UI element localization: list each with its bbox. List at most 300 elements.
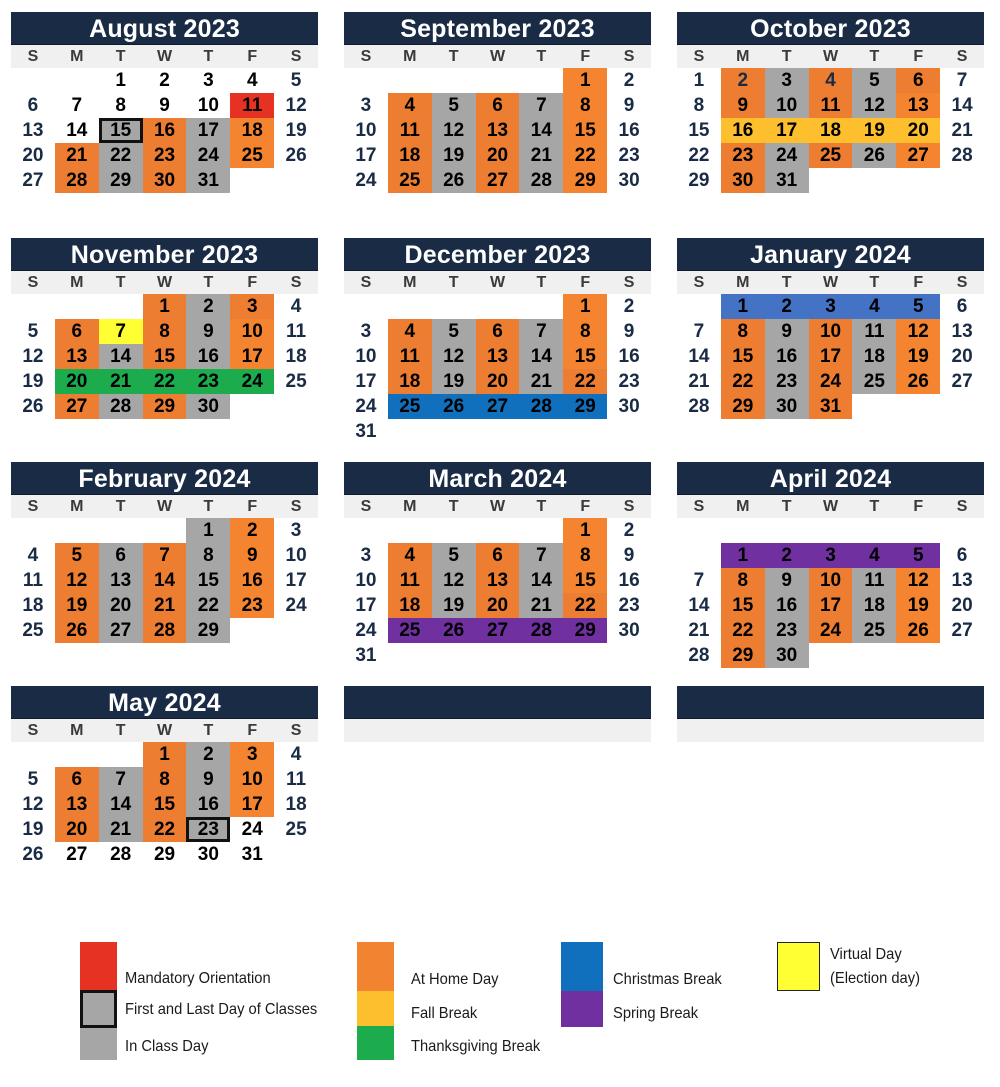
day-cell: 6	[956, 545, 968, 566]
day-cell: 17	[809, 344, 853, 369]
day-cell: 19	[852, 118, 896, 143]
day-cell: 23	[618, 371, 640, 392]
month-panel	[344, 686, 651, 742]
day-cell: 24	[355, 396, 377, 417]
week-row	[344, 394, 651, 419]
empty-cell	[940, 168, 984, 193]
day-cell: 16	[618, 120, 640, 141]
day-cell: 11	[286, 769, 307, 790]
day-cell: 3	[809, 294, 853, 319]
day-cell: 1	[563, 294, 607, 319]
week-row	[11, 767, 318, 792]
day-cell: 14	[688, 346, 710, 367]
legend-label-first-last-day: First and Last Day of Classes	[125, 1001, 318, 1018]
day-cell: 23	[765, 369, 809, 394]
day-cell: 14	[519, 344, 563, 369]
day-cell: 26	[22, 844, 44, 865]
legend-swatch-mandatory-orientation	[80, 942, 117, 990]
day-cell: 28	[55, 168, 99, 193]
legend-swatch-in-class-day	[80, 1028, 117, 1060]
empty-cell	[432, 294, 476, 319]
weekday-header-row	[11, 271, 318, 294]
day-cell: 31	[186, 168, 230, 193]
weekday-header: S	[623, 498, 635, 515]
day-cell: 10	[285, 545, 307, 566]
day-cell: 9	[623, 321, 635, 342]
day-cell: 18	[852, 593, 896, 618]
week-row	[677, 369, 984, 394]
week-row	[677, 593, 984, 618]
day-cell: 1	[115, 70, 126, 91]
week-row	[11, 118, 318, 143]
day-cell: 4	[852, 294, 896, 319]
day-cell: 2	[623, 70, 635, 91]
legend	[0, 940, 1000, 1070]
day-cell: 25	[852, 369, 896, 394]
month-panel	[677, 12, 984, 193]
day-cell: 28	[688, 396, 710, 417]
empty-cell	[388, 294, 432, 319]
day-cell: 12	[896, 319, 940, 344]
week-row	[344, 294, 651, 319]
weekday-header: S	[623, 274, 635, 291]
weekday-header: M	[736, 274, 750, 291]
week-row	[344, 143, 651, 168]
week-row	[677, 294, 984, 319]
day-cell: 12	[55, 568, 99, 593]
day-cell: 30	[765, 643, 809, 668]
week-row	[344, 319, 651, 344]
day-cell: 2	[159, 70, 170, 91]
empty-cell	[476, 518, 520, 543]
weekday-header: S	[290, 274, 302, 291]
day-cell: 28	[688, 645, 710, 666]
weekday-header-row	[677, 271, 984, 294]
day-cell: 26	[22, 396, 44, 417]
day-cell: 4	[290, 296, 302, 317]
weekday-header: S	[693, 498, 705, 515]
weekday-header: T	[536, 498, 547, 515]
month-title: February 2024	[11, 462, 318, 495]
weekday-header: F	[913, 274, 924, 291]
empty-cell	[230, 168, 274, 193]
day-cell: 6	[476, 319, 520, 344]
day-cell: 31	[355, 421, 377, 442]
day-cell: 8	[721, 568, 765, 593]
day-cell: 10	[230, 767, 274, 792]
day-cell: 24	[285, 595, 307, 616]
day-grid	[11, 518, 318, 643]
day-cell: 15	[721, 344, 765, 369]
day-cell: 29	[721, 394, 765, 419]
weekday-header: F	[247, 498, 258, 515]
empty-cell	[55, 518, 99, 543]
day-cell: 2	[765, 543, 809, 568]
weekday-header-row	[11, 45, 318, 68]
day-cell: 5	[896, 543, 940, 568]
weekday-header: M	[403, 498, 417, 515]
legend-label-thanksgiving-break: Thanksgiving Break	[411, 1038, 541, 1055]
day-cell: 9	[721, 93, 765, 118]
day-cell: 23	[721, 143, 765, 168]
day-cell: 4	[27, 545, 39, 566]
day-cell: 12	[896, 568, 940, 593]
day-cell: 22	[186, 593, 230, 618]
day-cell: 29	[688, 170, 710, 191]
day-cell: 31	[809, 394, 853, 419]
empty-cell	[230, 618, 274, 643]
weekday-header: F	[580, 498, 591, 515]
day-cell: 2	[765, 294, 809, 319]
week-row	[11, 344, 318, 369]
day-cell: 1	[721, 543, 765, 568]
day-cell: 14	[519, 568, 563, 593]
weekday-header: F	[913, 498, 924, 515]
weekday-header: T	[781, 498, 792, 515]
day-cell: 2	[230, 518, 274, 543]
day-cell: 17	[355, 595, 377, 616]
weekday-header: S	[956, 48, 968, 65]
day-cell: 22	[143, 817, 187, 842]
legend-label-virtual-day: Virtual Day	[830, 946, 902, 963]
day-cell: 26	[852, 143, 896, 168]
empty-cell	[476, 294, 520, 319]
day-cell: 6	[476, 543, 520, 568]
empty-cell	[677, 294, 721, 319]
day-cell: 25	[388, 168, 432, 193]
day-cell: 27	[951, 371, 973, 392]
day-cell: 5	[432, 93, 476, 118]
month-title: March 2024	[344, 462, 651, 495]
empty-cell	[809, 168, 853, 193]
day-cell: 17	[230, 344, 274, 369]
week-row	[11, 369, 318, 394]
empty-cell	[55, 294, 99, 319]
day-cell: 16	[721, 118, 765, 143]
legend-label-mandatory-orientation: Mandatory Orientation	[125, 970, 271, 987]
weekday-header: S	[360, 498, 372, 515]
week-row	[344, 168, 651, 193]
weekday-header: M	[403, 48, 417, 65]
day-cell: 25	[22, 620, 44, 641]
week-row	[344, 344, 651, 369]
day-cell: 23	[143, 143, 187, 168]
day-cell: 14	[688, 595, 710, 616]
day-cell: 1	[186, 518, 230, 543]
day-cell: 19	[896, 344, 940, 369]
day-cell: 18	[388, 593, 432, 618]
day-cell: 14	[99, 792, 143, 817]
day-cell: 20	[951, 346, 973, 367]
day-cell: 11	[388, 568, 432, 593]
weekday-header: T	[448, 274, 459, 291]
empty-cell	[11, 294, 55, 319]
day-cell: 17	[186, 118, 230, 143]
day-cell: 10	[809, 319, 853, 344]
weekday-header: S	[290, 722, 302, 739]
month-title: May 2024	[11, 686, 318, 719]
day-cell: 18	[285, 794, 307, 815]
day-cell: 18	[22, 595, 44, 616]
day-cell: 1	[143, 742, 187, 767]
day-cell: 2	[623, 296, 635, 317]
day-cell: 22	[721, 618, 765, 643]
week-row	[344, 419, 651, 444]
weekday-header-row	[344, 45, 651, 68]
week-row	[677, 168, 984, 193]
day-cell: 27	[55, 394, 99, 419]
legend-swatch-thanksgiving-break	[357, 1026, 394, 1060]
day-cell: 6	[896, 68, 940, 93]
week-row	[677, 518, 984, 543]
weekday-header: T	[203, 722, 214, 739]
day-cell: 15	[143, 344, 187, 369]
day-cell: 16	[230, 568, 274, 593]
day-cell: 5	[432, 319, 476, 344]
day-cell: 2	[186, 294, 230, 319]
weekday-header: S	[623, 48, 635, 65]
day-cell: 28	[951, 145, 973, 166]
empty-cell	[809, 518, 853, 543]
month-panel	[677, 238, 984, 419]
legend-swatch-first-last-day	[80, 990, 117, 1028]
empty-cell	[896, 643, 940, 668]
day-cell: 9	[186, 319, 230, 344]
week-row	[677, 618, 984, 643]
day-cell: 7	[519, 543, 563, 568]
legend-label-fall-break: Fall Break	[411, 1005, 478, 1022]
day-cell: 27	[99, 618, 143, 643]
day-cell: 12	[22, 346, 44, 367]
week-row	[344, 593, 651, 618]
day-cell: 16	[618, 346, 640, 367]
day-cell: 12	[432, 344, 476, 369]
day-cell: 3	[230, 742, 274, 767]
day-cell: 21	[519, 593, 563, 618]
week-row	[11, 168, 318, 193]
day-cell: 4	[809, 68, 853, 93]
day-cell: 8	[143, 319, 187, 344]
empty-cell	[852, 394, 896, 419]
day-cell: 2	[721, 68, 765, 93]
weekday-header: F	[580, 274, 591, 291]
day-cell: 7	[99, 767, 143, 792]
day-cell: 15	[563, 344, 607, 369]
weekday-header-row	[11, 719, 318, 742]
empty-cell	[11, 742, 55, 767]
day-grid	[677, 294, 984, 419]
day-cell: 18	[388, 143, 432, 168]
week-row	[11, 93, 318, 118]
day-cell: 23	[230, 593, 274, 618]
day-cell: 26	[285, 145, 307, 166]
day-cell: 20	[896, 118, 940, 143]
day-cell: 29	[563, 168, 607, 193]
day-cell: 1	[563, 68, 607, 93]
weekday-header: S	[360, 48, 372, 65]
day-grid	[344, 68, 651, 193]
day-cell: 19	[432, 593, 476, 618]
day-cell: 3	[230, 294, 274, 319]
weekday-header: W	[822, 48, 839, 65]
day-cell: 19	[432, 143, 476, 168]
empty-cell	[11, 518, 55, 543]
weekday-header: W	[489, 498, 506, 515]
day-cell: 26	[432, 394, 476, 419]
month-title: September 2023	[344, 12, 651, 45]
legend-label-spring-break: Spring Break	[613, 1005, 699, 1022]
day-cell: 15	[99, 118, 143, 143]
day-cell: 21	[99, 369, 143, 394]
day-cell: 13	[55, 344, 99, 369]
empty-cell	[230, 394, 274, 419]
day-cell: 22	[563, 369, 607, 394]
day-cell: 18	[809, 118, 853, 143]
week-row	[11, 143, 318, 168]
week-row	[677, 568, 984, 593]
day-cell: 11	[809, 93, 853, 118]
empty-cell	[563, 643, 607, 668]
day-cell: 13	[951, 570, 973, 591]
day-cell: 29	[721, 643, 765, 668]
weekday-header: T	[115, 48, 126, 65]
day-cell: 16	[143, 118, 187, 143]
day-cell: 6	[55, 319, 99, 344]
day-cell: 10	[197, 95, 219, 116]
weekday-header: S	[27, 48, 39, 65]
weekday-header-row	[677, 495, 984, 518]
day-cell: 17	[355, 371, 377, 392]
day-cell: 8	[563, 93, 607, 118]
week-row	[677, 319, 984, 344]
week-row	[677, 543, 984, 568]
day-cell: 23	[618, 145, 640, 166]
day-cell: 13	[951, 321, 973, 342]
day-cell: 8	[115, 95, 126, 116]
day-cell: 22	[688, 145, 710, 166]
week-row	[11, 792, 318, 817]
empty-cell	[143, 518, 187, 543]
empty-cell	[677, 543, 721, 568]
day-cell: 7	[99, 319, 143, 344]
weekday-header: T	[536, 48, 547, 65]
day-cell: 30	[618, 620, 640, 641]
empty-cell	[809, 643, 853, 668]
day-cell: 21	[55, 143, 99, 168]
empty-cell	[677, 518, 721, 543]
day-cell: 5	[290, 70, 302, 91]
day-cell: 26	[896, 618, 940, 643]
day-cell: 22	[143, 369, 187, 394]
day-cell: 4	[388, 319, 432, 344]
day-cell: 24	[809, 369, 853, 394]
weekday-header-row	[677, 719, 984, 742]
day-cell: 3	[809, 543, 853, 568]
day-cell: 28	[519, 168, 563, 193]
empty-cell	[388, 68, 432, 93]
week-row	[344, 543, 651, 568]
day-cell: 9	[159, 95, 170, 116]
weekday-header: W	[156, 722, 173, 739]
day-cell: 11	[230, 93, 274, 118]
day-cell: 13	[476, 118, 520, 143]
day-cell: 7	[71, 95, 83, 116]
day-cell: 28	[99, 394, 143, 419]
day-grid	[11, 68, 318, 193]
day-cell: 30	[186, 394, 230, 419]
empty-cell	[388, 518, 432, 543]
day-cell: 10	[809, 568, 853, 593]
day-cell: 24	[186, 143, 230, 168]
week-row	[344, 643, 651, 668]
empty-cell	[519, 419, 563, 444]
day-cell: 12	[432, 118, 476, 143]
day-cell: 5	[852, 68, 896, 93]
day-cell: 11	[852, 568, 896, 593]
weekday-header: M	[70, 498, 84, 515]
month-panel	[11, 12, 318, 193]
week-row	[11, 319, 318, 344]
month-panel	[11, 462, 318, 643]
day-cell: 9	[230, 543, 274, 568]
day-cell: 31	[355, 645, 377, 666]
week-row	[11, 568, 318, 593]
month-panel	[11, 686, 318, 867]
day-cell: 6	[55, 767, 99, 792]
day-grid	[11, 294, 318, 419]
day-cell: 31	[765, 168, 809, 193]
day-cell: 19	[22, 371, 44, 392]
day-cell: 15	[688, 120, 710, 141]
week-row	[11, 593, 318, 618]
month-panel	[344, 12, 651, 193]
day-cell: 8	[563, 319, 607, 344]
day-cell: 27	[476, 394, 520, 419]
day-cell: 16	[765, 593, 809, 618]
empty-cell	[476, 643, 520, 668]
weekday-header: T	[115, 498, 126, 515]
empty-cell	[432, 643, 476, 668]
day-cell: 25	[230, 143, 274, 168]
week-row	[677, 93, 984, 118]
week-row	[11, 817, 318, 842]
day-cell: 26	[432, 618, 476, 643]
weekday-header-row	[11, 495, 318, 518]
weekday-header: S	[956, 274, 968, 291]
weekday-header: W	[822, 498, 839, 515]
day-cell: 4	[852, 543, 896, 568]
empty-cell	[432, 518, 476, 543]
weekday-header: M	[70, 722, 84, 739]
month-title: November 2023	[11, 238, 318, 271]
day-cell: 5	[896, 294, 940, 319]
day-cell: 4	[388, 93, 432, 118]
weekday-header-row	[344, 271, 651, 294]
empty-cell	[274, 168, 318, 193]
day-cell: 19	[55, 593, 99, 618]
day-grid	[344, 294, 651, 444]
day-cell: 16	[765, 344, 809, 369]
day-cell: 8	[721, 319, 765, 344]
weekday-header: S	[956, 498, 968, 515]
weekday-header: T	[115, 274, 126, 291]
weekday-header: W	[156, 48, 173, 65]
empty-cell	[388, 643, 432, 668]
empty-cell	[852, 518, 896, 543]
day-cell: 8	[563, 543, 607, 568]
day-cell: 29	[99, 168, 143, 193]
empty-cell	[519, 643, 563, 668]
